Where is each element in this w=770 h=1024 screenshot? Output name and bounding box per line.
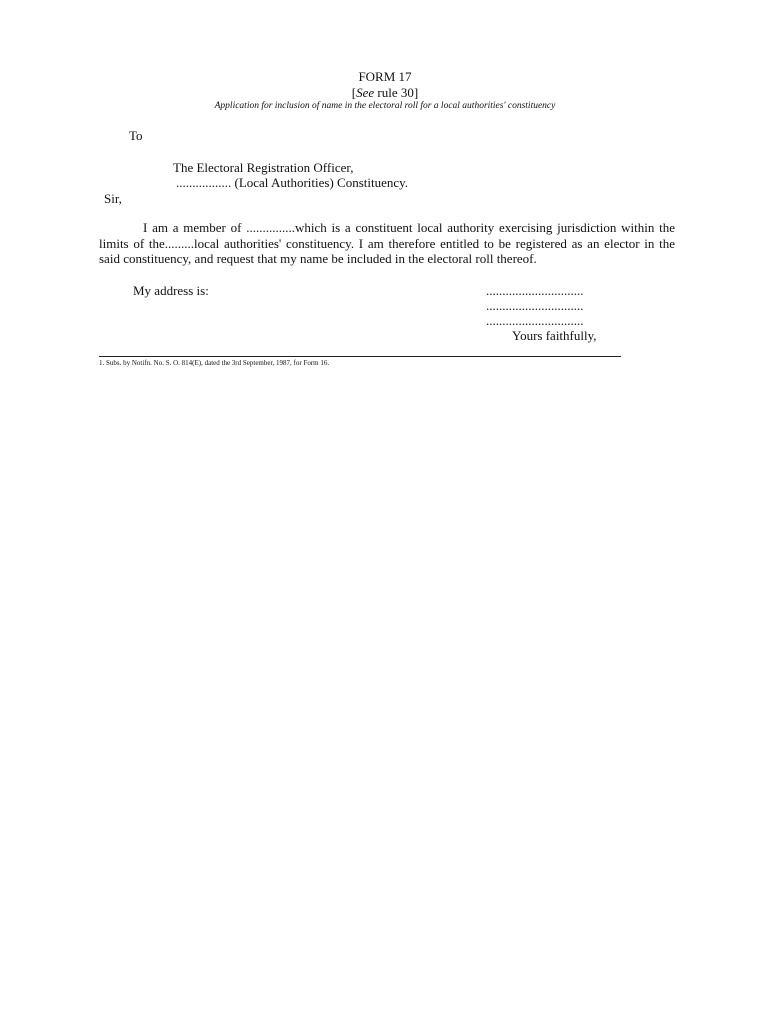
address-line-2: .............................. [486, 298, 584, 313]
addressee-constituency: ................. (Local Authorities) Constituency. [176, 175, 409, 190]
rule-reference [0, 85, 770, 101]
form-subtitle: Application for inclusion of name in the electoral roll for a local authorities' constituency [214, 101, 556, 111]
rule-text: rule 30] [374, 85, 419, 100]
addressee-officer: The Electoral Registration Officer, [173, 160, 354, 175]
rule-bracket: [ [351, 85, 357, 100]
body-paragraph [99, 220, 675, 267]
rule-see: See [356, 85, 375, 100]
address-line-1: .............................. [486, 283, 584, 298]
address-line-3: .............................. [486, 313, 584, 328]
footnote: 1. Subs. by Notifn. No. S. O. 814(E), dated the 3rd September, 1987, for Form 16. [99, 359, 330, 367]
salutation: Sir, [104, 191, 122, 206]
body-text: I am a member of ...............which is a constituent local authority exercising jurisdiction within the limits of the.........local authorities' constituency. I am therefore entitled to be registered as an elector in the said constituency, and request that my name be included in the electoral roll thereof. [99, 220, 675, 266]
address-label: My address is: [133, 283, 209, 298]
addressee-to: To [129, 128, 143, 143]
footnote-divider [99, 356, 621, 357]
form-title: FORM 17 [358, 69, 412, 84]
closing: Yours faithfully, [512, 328, 597, 343]
